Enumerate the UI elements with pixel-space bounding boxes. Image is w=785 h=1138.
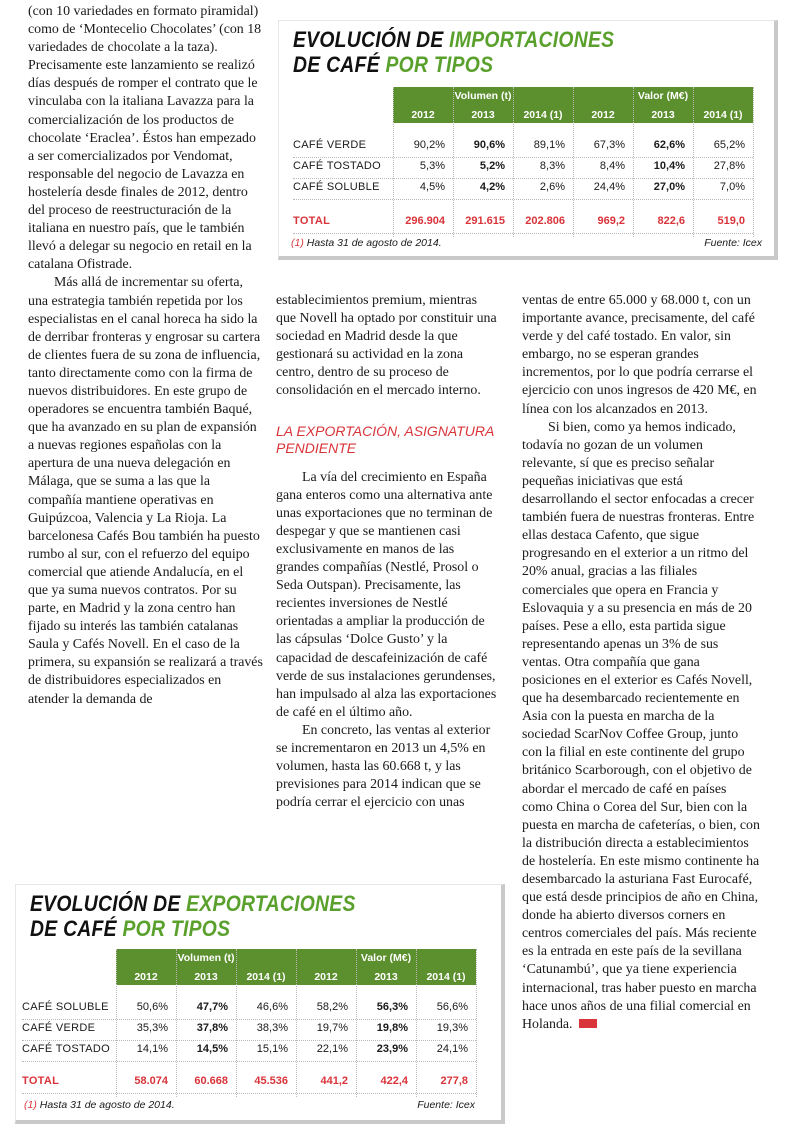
title-part: DE CAFÉ (30, 916, 123, 941)
table-cell: 291.615 (465, 215, 505, 227)
header-group-value: Valor (M€) (360, 952, 412, 964)
header-year: 2013 (651, 109, 675, 121)
title-highlight: POR TIPOS (385, 52, 494, 77)
table-cell: 65,2% (713, 139, 745, 151)
footnote-number: (1) (24, 1099, 37, 1111)
table-cell: 822,6 (657, 215, 685, 227)
row-divider (22, 1093, 476, 1094)
table-cell: 8,4% (599, 160, 625, 172)
table-cell: 90,2% (413, 139, 445, 151)
table-cell: 38,3% (256, 1022, 288, 1034)
row-divider (293, 199, 753, 200)
paragraph-text: Si bien, como ya hemos indicado, todavía no gozan de un volumen relevante, sí que es preciso señalar pequeñas iniciativas que está desarrollando el sector enfocadas a crecer también fuera de nuestras fronteras. Entre ellas destaca Cafento, que sigue progresando en el exterior a un ritmo del 20% anual, gracias a las filiales comerciales que opera en Francia y Eslovaquia y a su presencia en más de 20 países. Pese a ello, esta partida sigue representando apenas un 3% de sus ventas. Otra compañía que gana posiciones en el exterior es Cafés Novell, que ha desembarcado recientemente en Asia con la puesta en marcha de la sociedad ScarNov Coffee Group, junto con la filial en este continente del grupo británico Scarborough, con el objetivo de abordar el mercado de café en países como China o Corea del Sur, bien con la puesta en marcha de cafeterías, o bien, con la distribución directa a establecimientos de hostelería. En este mismo continente ha desembarcado la asturiana Fast Eurocafé, que está desde principios de año en China, donde ha abierto diversos corners en centros comerciales del país. Más reciente es la entrada en este país de la sevillana ‘Catunambú’, que ya tiene experiencia internacional, tras haber puesto en marcha hace unos años de una filial comercial en Holanda. (522, 419, 760, 1032)
table-footnote (24, 1099, 175, 1111)
row-label: CAFÉ SOLUBLE (293, 181, 380, 193)
table-cell: 19,3% (436, 1022, 468, 1034)
table-source: Fuente: Icex (704, 237, 762, 249)
header-year: 2012 (591, 109, 615, 121)
exports-data-table (22, 949, 476, 1097)
table-cell: 35,3% (136, 1022, 168, 1034)
article-column-1 (28, 3, 263, 709)
table-cell: 23,9% (376, 1043, 408, 1055)
table-cell: 8,3% (539, 160, 565, 172)
table-cell: 62,6% (653, 139, 685, 151)
table-cell: 14,5% (196, 1043, 228, 1055)
footnote-text: Hasta 31 de agosto de 2014. (36, 1099, 175, 1111)
paragraph: ventas de entre 65.000 y 68.000 t, con un importante avance, precisamente, del café verde y del café tostado. En valor, sin embargo, no se esperan grandes incrementos, por lo que podría cerrarse el ejercicio con unos ingresos de 420 M€, en línea con los alcanzados en 2013. (522, 293, 757, 417)
header-year: 2013 (471, 109, 495, 121)
header-year: 2014 (1) (246, 971, 286, 983)
row-label: TOTAL (293, 215, 331, 227)
table-title (293, 27, 614, 77)
table-footnote (291, 237, 442, 249)
table-cell: 7,0% (719, 181, 745, 193)
header-group-volume: Volumen (t) (454, 90, 512, 102)
table-cell: 22,1% (316, 1043, 348, 1055)
footnote-number: (1) (291, 237, 304, 249)
table-cell: 441,2 (320, 1075, 348, 1087)
imports-data-table (293, 87, 753, 237)
table-cell: 56,6% (436, 1001, 468, 1013)
paragraph: Más allá de incrementar su oferta, una estrategia también repetida por los especialistas en el canal horeca ha sido la de derribar fronteras y engrosar su cartera de clientes fuera de su zona de influencia, tanto directamente como con la firma de nuevos distribuidores. En este grupo de operadores se encuentra también Baqué, que ha avanzado en su plan de expansión a nuevas regiones españolas con la apertura de una nueva delegación en Málaga, que se suma a las que la compañía mantiene operativas en Guipúzcoa, Valencia y La Rioja. La barcelonesa Cafés Bou también ha puesto rumbo al sur, con el refuerzo del equipo comercial que atiende Andalucía, en el que ya suma nuevos contratos. Por su parte, en Madrid y la zona centro han fijado su interés las también catalanas Saula y Cafés Novell. En el caso de la primera, su expansión se realizará a través de distribuidores especializados en atender la demanda de (28, 275, 263, 707)
footnote-text: Hasta 31 de agosto de 2014. (303, 237, 442, 249)
table-cell: 50,6% (136, 1001, 168, 1013)
table-cell: 277,8 (440, 1075, 468, 1087)
paragraph: En concreto, las ventas al exterior se incrementaron en 2013 un 4,5% en volumen, hasta las 60.668 t, y las previsiones para 2014 indican que se podría cerrar el ejercicio con unas (276, 722, 491, 811)
title-part: EVOLUCIÓN DE (30, 891, 187, 916)
title-part: DE CAFÉ (293, 52, 386, 77)
table-title (30, 891, 356, 941)
table-cell: 422,4 (380, 1075, 408, 1087)
paragraph: La vía del crecimiento en España gana enteros como una alternativa ante unas exportaciones que no terminan de despegar y que se mantienen casi exclusivamente en manos de las grandes compañías (Nestlé, Prosol o Seda Outspan). Precisamente, las recientes inversiones de Nestlé orientadas a ampliar la producción de las cápsulas ‘Dolce Gusto’ y la capacidad de descafeinización de café verde de sus instalaciones gerundenses, han impulsado al alza las exportaciones de café en el último año. (276, 469, 497, 720)
row-label: CAFÉ TOSTADO (22, 1043, 110, 1055)
table-cell: 2,6% (539, 181, 565, 193)
table-cell: 296.904 (405, 215, 445, 227)
column-divider (476, 949, 477, 1097)
paragraph (522, 419, 760, 1034)
table-cell: 4,5% (419, 181, 445, 193)
table-cell: 14,1% (136, 1043, 168, 1055)
paragraph: (con 10 variedades en formato piramidal) como de ‘Montecelio Chocolates’ (con 18 variedades de chocolate a la taza). Precisamente este lanzamiento se realizó días después de romper el contrato que le vinculaba con la italiana Lavazza para la comercialización de los productos de chocolate ‘Eraclea’. Éstos han empezado a ser comercializados por Vendomat, responsable del negocio de Lavazza en hostelería desde finales de 2012, dentro del proceso de reestructuración de la italiana en nuestro país, que le también llevó a delegar su negocio en retail en la catalana Ofistrade. (28, 4, 262, 273)
row-divider (22, 1040, 476, 1041)
row-divider (293, 233, 753, 234)
header-year: 2013 (194, 971, 218, 983)
table-cell: 202.806 (525, 215, 565, 227)
table-cell: 24,1% (436, 1043, 468, 1055)
column-divider (753, 87, 754, 237)
header-year: 2012 (134, 971, 158, 983)
row-divider (293, 178, 753, 179)
table-cell: 19,7% (316, 1022, 348, 1034)
header-year: 2012 (411, 109, 435, 121)
end-of-article-mark (579, 1019, 597, 1028)
table-cell: 4,2% (479, 181, 505, 193)
table-cell: 67,3% (593, 139, 625, 151)
table-cell: 27,8% (713, 160, 745, 172)
table-cell: 58,2% (316, 1001, 348, 1013)
row-label: CAFÉ VERDE (22, 1022, 96, 1034)
row-divider (22, 1019, 476, 1020)
table-cell: 969,2 (597, 215, 625, 227)
table-cell: 27,0% (653, 181, 685, 193)
article-column-2 (276, 292, 500, 812)
table-cell: 24,4% (593, 181, 625, 193)
row-label: TOTAL (22, 1075, 60, 1087)
table-cell: 5,2% (479, 160, 505, 172)
row-divider (22, 1061, 476, 1062)
imports-table-box (278, 20, 778, 260)
table-cell: 19,8% (376, 1022, 408, 1034)
row-divider (293, 157, 753, 158)
header-year: 2013 (374, 971, 398, 983)
section-subheading: LA EXPORTACIÓN, ASIGNATURA PENDIENTE (276, 422, 494, 456)
title-part: EVOLUCIÓN DE (293, 27, 450, 52)
row-label: CAFÉ SOLUBLE (22, 1001, 109, 1013)
table-cell: 5,3% (419, 160, 445, 172)
table-cell: 46,6% (256, 1001, 288, 1013)
header-year: 2014 (1) (426, 971, 466, 983)
table-cell: 60.668 (194, 1075, 228, 1087)
table-cell: 45.536 (254, 1075, 288, 1087)
title-highlight: EXPORTACIONES (186, 891, 356, 916)
title-highlight: IMPORTACIONES (449, 27, 615, 52)
table-cell: 56,3% (376, 1001, 408, 1013)
table-source: Fuente: Icex (417, 1099, 475, 1111)
header-group-value: Valor (M€) (637, 90, 689, 102)
table-cell: 58.074 (134, 1075, 168, 1087)
header-group-volume: Volumen (t) (177, 952, 235, 964)
header-year: 2014 (1) (523, 109, 563, 121)
row-label: CAFÉ TOSTADO (293, 160, 381, 172)
table-cell: 10,4% (653, 160, 685, 172)
table-cell: 90,6% (473, 139, 505, 151)
table-cell: 15,1% (256, 1043, 288, 1055)
article-column-3 (522, 292, 760, 1034)
paragraph: establecimientos premium, mientras que Novell ha optado por constituir una sociedad en Madrid desde la que gestionará su actividad en la zona centro, dentro de su proceso de consolidación en el mercado interno. (276, 293, 497, 399)
exports-table-box (15, 884, 505, 1124)
header-year: 2012 (314, 971, 338, 983)
row-label: CAFÉ VERDE (293, 139, 367, 151)
table-cell: 519,0 (717, 215, 745, 227)
table-cell: 37,8% (196, 1022, 228, 1034)
title-highlight: POR TIPOS (122, 916, 231, 941)
table-cell: 47,7% (196, 1001, 228, 1013)
table-cell: 89,1% (533, 139, 565, 151)
header-year: 2014 (1) (703, 109, 743, 121)
